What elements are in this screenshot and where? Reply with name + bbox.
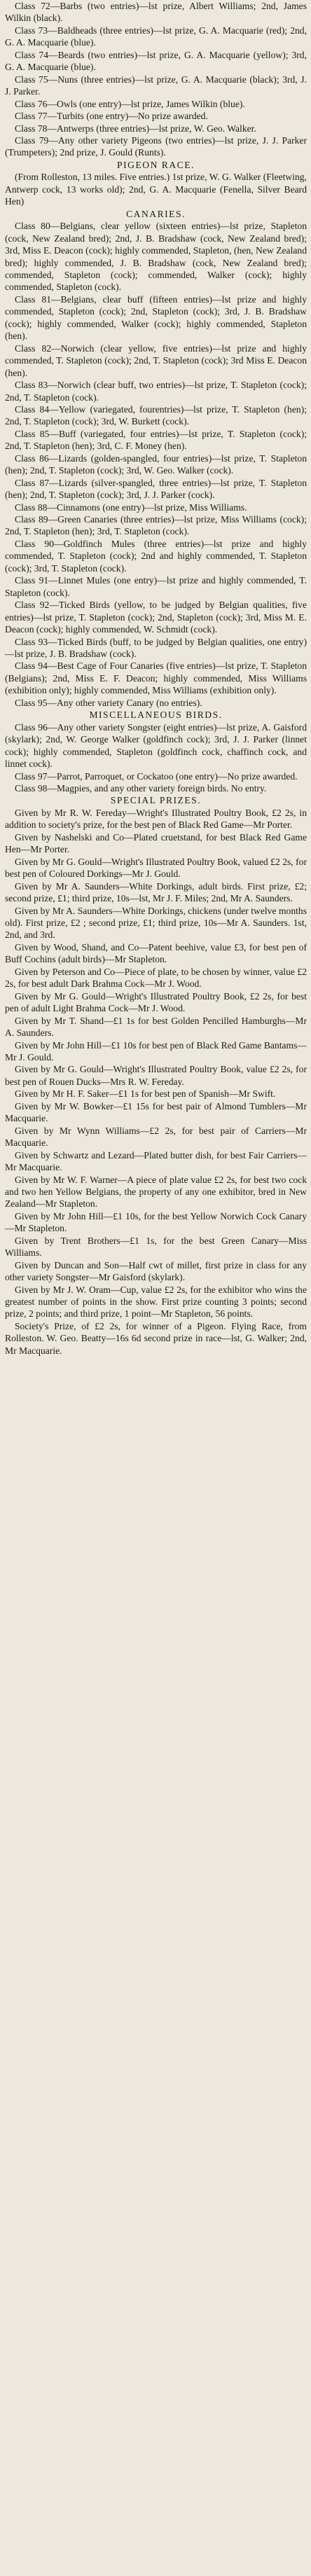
- prize-paragraph: Class 91—Linnet Mules (one entry)—lst prize and highly commended, T. Stapleton (cock).: [5, 575, 307, 598]
- prize-paragraph: Class 82—Norwich (clear yellow, five entries)—lst prize and highly commended, T. Stapleton (cock); 2nd, T. Stapleton (cock); 3rd Miss E. Deacon (hen).: [5, 342, 307, 378]
- prize-paragraph: Class 93—Ticked Birds (buff, to be judged by Belgian qualities, one entry)—lst prize, J. B. Bradshaw (cock).: [5, 636, 307, 660]
- prize-paragraph: Class 77—Turbits (one entry)—No prize awarded.: [15, 111, 208, 122]
- prize-paragraph: Class 80—Belgians, clear yellow (sixteen entries)—lst prize, Stapleton (cock, New Zealand bred); 2nd, J. B. Bradshaw (cock, New Zealand bred); 3rd, Miss E. Deacon (cock); highly commended, Stapleton, (hen, New Zealand bred); highly commended, J. B. Bradshaw (cock, New Zealand bred); commended, Stapleton (cock); commended, Walker (cock); highly commended, Stapleton (cock).: [5, 221, 307, 293]
- prize-paragraph: Given by Mr W. F. Warner—A piece of plate value £2 2s, for best two cock and two hen Yellow Belgians, the property of any one exhibitor, bred in New Zealand—Mr Stapleton.: [5, 1174, 307, 1210]
- prize-paragraph: Class 94—Best Cage of Four Canaries (five entries)—lst prize, T. Stapleton (Belgians); 2nd, Miss E. F. Deacon; highly commended, Miss Williams (exhibition only); highly commended, Miss Williams (exhibition only).: [5, 660, 307, 696]
- prize-paragraph: Class 83—Norwich (clear buff, two entries)—lst prize, T. Stapleton (cock); 2nd, T. Stapleton (cock).: [5, 380, 307, 403]
- section-heading: PIGEON RACE.: [117, 159, 195, 170]
- section-heading: MISCELLANEOUS BIRDS.: [89, 709, 223, 721]
- prize-paragraph: Class 85—Buff (variegated, four entries)—lst prize, T. Stapleton (cock); 2nd, T. Stapleton (hen); 3rd, C. F. Money (hen).: [5, 428, 307, 452]
- prize-paragraph: Class 81—Belgians, clear buff (fifteen entries)—lst prize and highly commended, Stapleton (cock); 2nd, Stapleton (cock); 3rd, J. B. Bradshaw (cock); highly commended, Walker (cock); highly commended, Stapleton (hen).: [5, 293, 307, 342]
- prize-paragraph: Class 96—Any other variety Songster (eight entries)—lst prize, A. Gaisford (skylark); 2nd, W. George Walker (goldfinch cock); 3rd, J. J. Parker (linnet cock); highly commended, Stapleton (goldfinch cock, chaffinch cock, and linnet cock).: [5, 721, 307, 770]
- prize-paragraph: Class 88—Cinnamons (one entry)—lst prize, Miss Williams.: [15, 501, 247, 513]
- prize-paragraph: Given by Mr H. F. Saker—£1 1s for best pen of Spanish—Mr Swift.: [15, 1088, 276, 1100]
- prize-paragraph: (From Rolleston, 13 miles. Five entries.) 1st prize, W. G. Walker (Fleetwing, Antwerp cock, 13 works old); 2nd, G. A. Macquarie (Fenella, Silver Beard Hen): [5, 172, 307, 207]
- prize-paragraph: Given by Nashelski and Co—Plated cruetstand, for best Black Red Game Hen—Mr Porter.: [5, 831, 307, 855]
- prize-paragraph: Class 76—Owls (one entry)—lst prize, James Wilkin (blue).: [15, 98, 245, 109]
- prize-paragraph: Class 98—Magpies, and any other variety foreign birds. No entry.: [15, 783, 267, 794]
- section-heading: SPECIAL PRIZES.: [110, 795, 202, 806]
- prize-paragraph: Class 78—Antwerps (three entries)—lst prize, W. Geo. Walker.: [15, 123, 256, 134]
- prize-paragraph: Class 73—Baldheads (three entries)—lst prize, G. A. Macquarie (red); 2nd, G. A. Macquarie (blue).: [5, 25, 307, 48]
- prize-paragraph: Given by Duncan and Son—Half cwt of millet, first prize in class for any other variety Songster—Mr Gaisford (skylark).: [5, 1259, 307, 1283]
- prize-paragraph: Class 86—Lizards (golden-spangled, four entries)—lst prize, T. Stapleton (hen); 2nd, T. Stapleton (cock); 3rd, W. Geo. Walker (cock).: [5, 452, 307, 476]
- prize-paragraph: Given by Mr G. Gould—Wright's Illustrated Poultry Book, valued £2 2s, for best pen of Coloured Dorkings—Mr J. Gould.: [5, 856, 307, 880]
- prize-paragraph: Given by Mr W. Bowker—£1 15s for best pair of Almond Tumblers—Mr Macquarie.: [5, 1100, 307, 1124]
- prize-paragraph: Given by Mr John Hill—£1 10s, for the best Yellow Norwich Cock Canary—Mr Stapleton.: [5, 1210, 307, 1234]
- prize-paragraph: Given by Mr A. Saunders—White Dorkings, chickens (under twelve months old). First prize, £2 ; second prize, £1; third prize, 10s—Mr A. Saunders. 1st, 2nd, and 3rd.: [5, 905, 307, 941]
- prize-paragraph: Given by Mr R. W. Fereday—Wright's Illustrated Poultry Book, £2 2s, in addition to society's prize, for the best pen of Black Red Game—Mr Porter.: [5, 807, 307, 831]
- prize-paragraph: Given by Mr Wynn Williams—£2 2s, for best pair of Carriers—Mr Macquarie.: [5, 1125, 307, 1149]
- prize-paragraph: Given by Peterson and Co—Piece of plate, to be chosen by winner, value £2 2s, for best adult Dark Brahma Cock—Mr J. Wood.: [5, 966, 307, 990]
- prize-paragraph: Given by Mr T. Shand—£1 1s for best Golden Pencilled Hamburghs—Mr A. Saunders.: [5, 1015, 307, 1039]
- prize-paragraph: Given by Mr John Hill—£1 10s for best pen of Black Red Game Bantams—Mr J. Gould.: [5, 1039, 307, 1062]
- prize-paragraph: Class 89—Green Canaries (three entries)—lst prize, Miss Williams (cock); 2nd, T. Stapleton (hen); 3rd, T. Stapleton (cock).: [5, 514, 307, 537]
- prize-paragraph: Class 90—Goldfinch Mules (three entries)—lst prize and highly commended, T. Stapleton (cock); 2nd and highly commended, T. Stapleton (cock); 3rd, T. Stapleton (cock).: [5, 538, 307, 574]
- prize-paragraph: Class 95—Any other variety Canary (no entries).: [15, 697, 202, 708]
- prize-paragraph: Class 75—Nuns (three entries)—lst prize, G. A. Macquarie (black); 3rd, J. J. Parker.: [5, 74, 307, 97]
- prize-paragraph: Given by Mr G. Gould—Wright's Illustrated Poultry Book, £2 2s, for best pen of adult Light Brahma Cock—Mr J. Wood.: [5, 990, 307, 1014]
- prize-paragraph: Given by Mr G. Gould—Wright's Illustrated Poultry Book, value £2 2s, for best pen of Rouen Ducks—Mrs R. W. Fereday.: [5, 1064, 307, 1087]
- prize-paragraph: Class 72—Barbs (two entries)—lst prize, Albert Williams; 2nd, James Wilkin (black).: [5, 1, 307, 24]
- prize-paragraph: Class 92—Ticked Birds (yellow, to be judged by Belgian qualities, five entries)—lst prize, T. Stapleton (cock); 2nd, Stapleton (cock); 3rd, Miss M. E. Deacon (cock); highly commended, W. Schmidt (cock).: [5, 600, 307, 635]
- section-heading: CANARIES.: [126, 208, 186, 219]
- prize-paragraph: Given by Mr A. Saunders—White Dorkings, adult birds. First prize, £2; second prize, £1; third prize, 10s—lst, Mr J. F. Miles; 2nd, Mr A. Saunders.: [5, 880, 307, 904]
- prize-paragraph: Given by Schwartz and Lezard—Plated butter dish, for best Fair Carriers—Mr Macquarie.: [5, 1149, 307, 1173]
- prize-paragraph: Society's Prize, of £2 2s, for winner of a Pigeon. Flying Race, from Rolleston. W. Geo. Beatty—16s 6d second prize in race—lst, G. Walker; 2nd, Mr Macquarie.: [5, 1320, 307, 1356]
- prize-paragraph: Class 74—Beards (two entries)—lst prize, G. A. Macquarie (yellow); 3rd, G. A. Macquarie (blue).: [5, 49, 307, 73]
- prize-paragraph: Given by Wood, Shand, and Co—Patent beehive, value £3, for best pen of Buff Cochins (adult birds)—Mr Stapleton.: [5, 941, 307, 965]
- prize-paragraph: Class 79—Any other variety Pigeons (two entries)—lst prize, J. J. Parker (Trumpeters); 2nd prize, J. Gould (Runts).: [5, 134, 307, 158]
- prize-paragraph: Given by Mr J. W. Oram—Cup, value £2 2s, for the exhibitor who wins the greatest number of points in the show. First prize counting 3 points; second prize, 2 points; and third prize, 1 point—Mr Stapleton, 56 points.: [5, 1284, 307, 1320]
- prize-paragraph: Class 97—Parrot, Parroquet, or Cockatoo (one entry)—No prize awarded.: [15, 770, 298, 782]
- prize-paragraph: Class 87—Lizards (silver-spangled, three entries)—lst prize, T. Stapleton (hen); 2nd, T. Stapleton (cock); 3rd, J. J. Parker (cock).: [5, 477, 307, 501]
- prize-paragraph: Class 84—Yellow (variegated, fourentries)—lst prize, T. Stapleton (hen); 2nd, T. Stapleton (cock); 3rd, W. Burkett (cock).: [5, 403, 307, 427]
- prize-paragraph: Given by Trent Brothers—£1 1s, for the best Green Canary—Miss Williams.: [5, 1235, 307, 1259]
